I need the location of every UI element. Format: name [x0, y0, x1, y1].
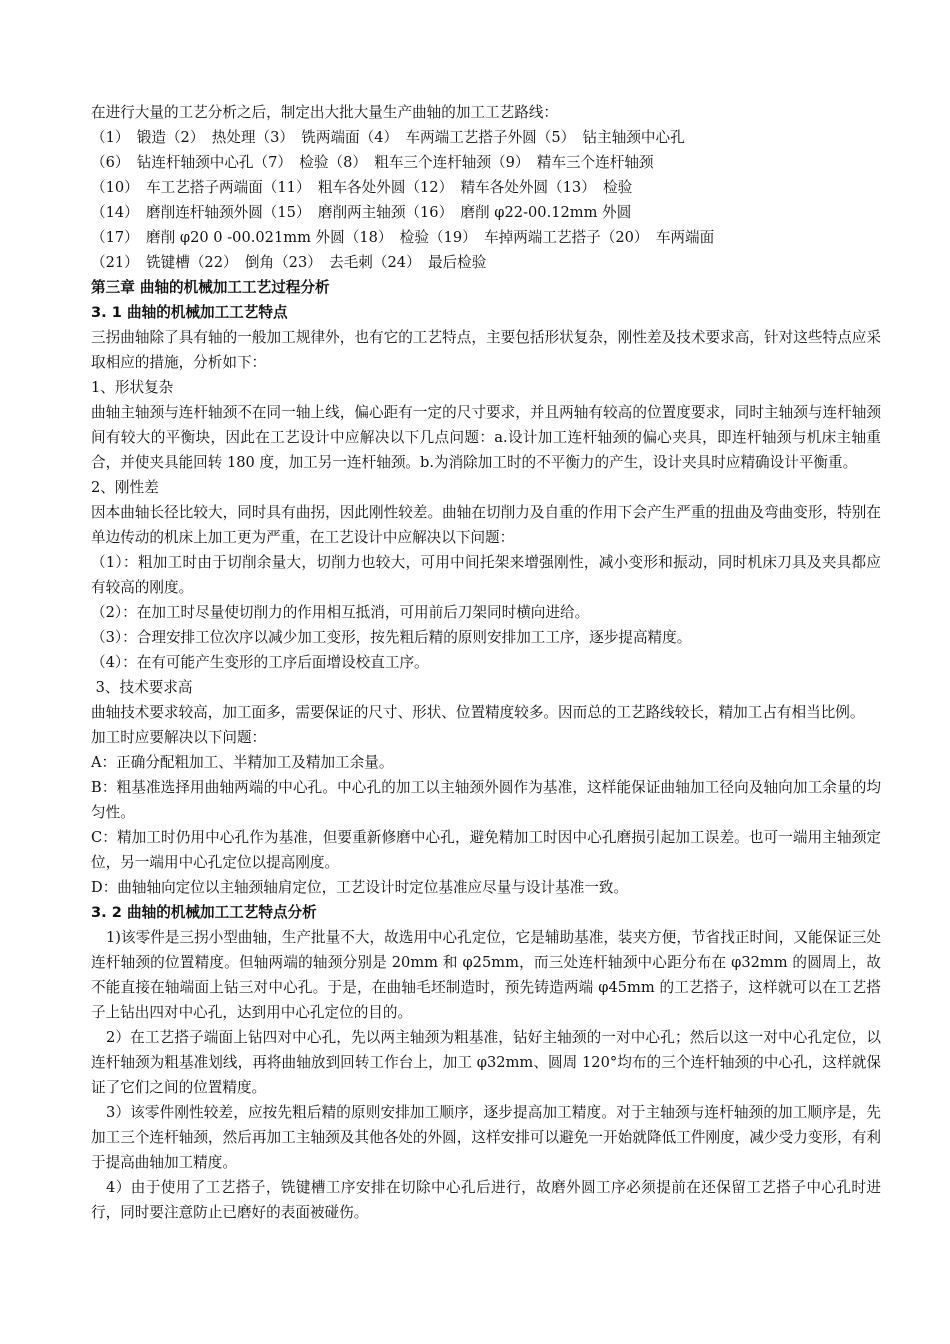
requirements-item: B：粗基准选择用曲轴两端的中心孔。中心孔的加工以主轴颈外圆作为基准，这样能保证曲轴加工径向及轴向加工余量的均匀性。 [91, 779, 881, 821]
route-line: （1） 锻造（2） 热处理（3） 铣两端面（4） 车两端工艺搭子外圆（5） 钻主轴颈中心孔 [91, 129, 685, 146]
intro-text: 在进行大量的工艺分析之后，制定出大批大量生产曲轴的加工工艺路线： [91, 104, 559, 121]
section-1-title: 3. 1 曲轴的机械加工工艺特点 [91, 304, 288, 321]
chapter-title: 第三章 曲轴的机械加工工艺过程分析 [91, 279, 330, 296]
subsection-shape-title: 1、形状复杂 [91, 379, 174, 396]
requirements-item: C：精加工时仍用中心孔作为基准，但要重新修磨中心孔，避免精加工时因中心孔磨损引起加工误差。也可一端用主轴颈定位，另一端用中心孔定位以提高刚度。 [91, 829, 881, 871]
route-line: （14） 磨削连杆轴颈外圆（15） 磨削两主轴颈（16） 磨削 φ22-00.12mm 外圆 [91, 204, 632, 221]
requirements-lead: 加工时应要解决以下问题： [91, 729, 267, 746]
rigidity-item: （1）：粗加工时由于切削余量大，切削力也较大，可用中间托架来增强刚性，减小变形和振动，同时机床刀具及夹具都应有较高的刚度。 [91, 554, 881, 596]
route-line: （21） 铣键槽（22） 倒角（23） 去毛刺（24） 最后检验 [91, 254, 487, 271]
requirements-item: A：正确分配粗加工、半精加工及精加工余量。 [91, 754, 394, 771]
route-line: （6） 钻连杆轴颈中心孔（7） 检验（8） 粗车三个连杆轴颈（9） 精车三个连杆轴颈 [91, 154, 654, 171]
subsection-rigidity-title: 2、刚性差 [91, 479, 159, 496]
document-page [91, 100, 881, 1225]
section-2-title: 3. 2 曲轴的机械加工工艺特点分析 [91, 904, 317, 921]
analysis-paragraph: 1)该零件是三拐小型曲轴，生产批量不大，故选用中心孔定位，它是辅助基准，装夹方便，节省找正时间，又能保证三处连杆轴颈的位置精度。但轴两端的轴颈分别是 20mm 和 φ25mm，而三处连杆轴颈中心距分布在 φ32mm 的圆周上，故不能直接在轴端面上钻三对中心孔。于是，在曲轴毛坯制造时，预先铸造两端 φ45mm 的工艺搭子，这样就可以在工艺搭子上钻出四对中心孔，达到用中心孔定位的目的。 [91, 929, 881, 1021]
process-route-list [91, 125, 881, 275]
route-line: （17） 磨削 φ20 0 -00.021mm 外圆（18） 检验（19） 车掉两端工艺搭子（20） 车两端面 [91, 229, 715, 246]
subsection-requirements-text: 曲轴技术要求较高，加工面多，需要保证的尺寸、形状、位置精度较多。因而总的工艺路线较长，精加工占有相当比例。 [91, 704, 865, 721]
analysis-paragraph: 4）由于使用了工艺搭子，铣键槽工序安排在切除中心孔后进行，故磨外圆工序必须提前在还保留工艺搭子中心孔时进行，同时要注意防止已磨好的表面被碰伤。 [91, 1179, 881, 1221]
rigidity-item: （2）：在加工时尽量使切削力的作用相互抵消，可用前后刀架同时横向进给。 [91, 604, 590, 621]
analysis-paragraph: 3）该零件刚性较差，应按先粗后精的原则安排加工顺序，逐步提高加工精度。对于主轴颈与连杆轴颈的加工顺序是，先加工三个连杆轴颈，然后再加工主轴颈及其他各处的外圆，这样安排可以避免一开始就降低工件刚度，减少受力变形，有利于提高曲轴加工精度。 [91, 1104, 881, 1171]
rigidity-item: （3）：合理安排工位次序以减少加工变形，按先粗后精的原则安排加工工序，逐步提高精度。 [91, 629, 692, 646]
subsection-requirements-title: 3、技术要求高 [91, 679, 193, 696]
analysis-paragraph: 2）在工艺搭子端面上钻四对中心孔，先以两主轴颈为粗基准，钻好主轴颈的一对中心孔；然后以这一对中心孔定位，以连杆轴颈为粗基准划线，再将曲轴放到回转工作台上，加工 φ32mm、圆周 120°均布的三个连杆轴颈的中心孔，这样就保证了它们之间的位置精度。 [91, 1029, 881, 1096]
subsection-rigidity-text: 因本曲轴长径比较大，同时具有曲拐，因此刚性较差。曲轴在切削力及自重的作用下会产生严重的扭曲及弯曲变形，特别在单边传动的机床上加工更为严重，在工艺设计中应解决以下问题： [91, 504, 881, 546]
section-1-intro: 三拐曲轴除了具有轴的一般加工规律外，也有它的工艺特点，主要包括形状复杂，刚性差及技术要求高，针对这些特点应采取相应的措施，分析如下： [91, 329, 881, 371]
route-line: （10） 车工艺搭子两端面（11） 粗车各处外圆（12） 精车各处外圆（13） 检验 [91, 179, 633, 196]
requirements-item: D：曲轴轴向定位以主轴颈轴肩定位，工艺设计时定位基准应尽量与设计基准一致。 [91, 879, 629, 896]
subsection-shape-text: 曲轴主轴颈与连杆轴颈不在同一轴上线，偏心距有一定的尺寸要求，并且两轴有较高的位置度要求，同时主轴颈与连杆轴颈间有较大的平衡块，因此在工艺设计中应解决以下几点问题：a.设计加工连杆轴颈的偏心夹具，即连杆轴颈与机床主轴重合，并使夹具能回转 180 度，加工另一连杆轴颈。b.为消除加工时的不平衡力的产生，设计夹具时应精确设计平衡重。 [91, 404, 881, 471]
rigidity-item: （4）：在有可能产生变形的工序后面增设校直工序。 [91, 654, 429, 671]
